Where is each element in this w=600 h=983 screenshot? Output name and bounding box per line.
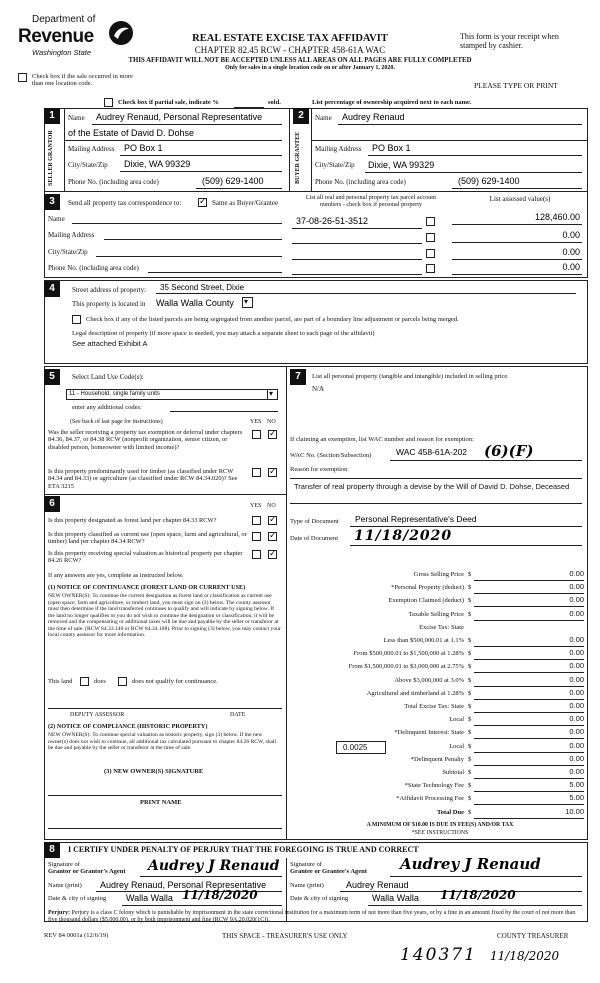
- s6-q2-yes[interactable]: [252, 532, 261, 541]
- tax-row-label: *Personal Property (deduct): [391, 584, 464, 592]
- print-name-label: PRINT NAME: [140, 799, 182, 806]
- grantee-name-label: Name (print): [290, 882, 324, 889]
- tax-row-line: [474, 606, 584, 607]
- parcel-3-personal-checkbox[interactable]: [426, 249, 435, 258]
- s6-q2: Is this property classified as current use (open space, farm and agricultural, or timber) land per chapter 84.34 RCW?: [48, 531, 247, 546]
- doc-date-handwritten[interactable]: 11/18/2020: [354, 528, 453, 544]
- receipt-date-handwritten: 11/18/2020: [490, 949, 560, 963]
- doc-type[interactable]: Personal Representative's Deed: [355, 514, 477, 524]
- buyer-mailing[interactable]: PO Box 1: [372, 143, 411, 153]
- exemption-reason[interactable]: Transfer of real property through a devise by the Will of David D. Dohse, Deceased: [294, 482, 570, 491]
- s5-q1: Was the seller receiving a property tax exemption or deferral under chapters 84.36, 84.37, or 84.38 RCW (nonprofit organization, senior citizen, or disabled person, homeowner with limited income)?: [48, 429, 243, 451]
- seller-mailing-label: Mailing Address: [68, 145, 115, 153]
- grantor-date-city-label: Date & city of signing: [48, 895, 107, 902]
- s3-city-label: City/State/Zip: [48, 248, 88, 256]
- tax-row-line: [474, 672, 584, 673]
- form-subtitle: CHAPTER 82.45 RCW - CHAPTER 458-61A WAC: [194, 45, 386, 55]
- tax-row-label: *Delinquent Interest: State: [394, 729, 464, 737]
- tax-row-line: [474, 593, 584, 594]
- chevron-down-icon: ▾: [269, 389, 274, 398]
- dollar-sign: $: [468, 769, 472, 776]
- deputy-assessor-label: DEPUTY ASSESSOR: [70, 712, 125, 718]
- seller-name-2[interactable]: of the Estate of David D. Dohse: [68, 128, 195, 138]
- dollar-sign: $: [468, 597, 472, 605]
- county-dropdown-button[interactable]: [242, 297, 253, 308]
- dept-of-label: Department of: [32, 14, 96, 25]
- land-use-dropdown-button[interactable]: [267, 389, 278, 400]
- s5-yes-header: YES: [250, 419, 262, 425]
- dollar-sign: $: [468, 716, 472, 724]
- tax-row-label: Total Excise Tax: State: [404, 703, 464, 710]
- s6-yes-header: YES: [250, 503, 262, 509]
- tax-row-label: *Delinquent Penalty: [410, 755, 464, 763]
- seller-city[interactable]: Dixie, WA 99329: [124, 159, 191, 169]
- section-2-number: 2: [293, 108, 309, 124]
- dollar-sign: $: [468, 676, 472, 684]
- revenue-wordmark: Revenue: [18, 26, 94, 47]
- assessed-2[interactable]: 0.00: [562, 230, 580, 240]
- assessed-3[interactable]: 0.00: [562, 247, 580, 257]
- tax-row-label: *Affidavit Processing Fee: [396, 795, 464, 803]
- segregated-label: Check box if any of the listed parcels are being segregated from another parcel, are part of a boundary line adjustment or parcels being merged.: [86, 316, 459, 323]
- buyer-name-label: Name: [315, 114, 332, 122]
- tax-row-line: [474, 659, 584, 660]
- grantee-name-print[interactable]: Audrey Renaud: [346, 880, 409, 890]
- tax-row-value[interactable]: 0.00: [569, 687, 584, 697]
- buyer-side-label: BUYER GRANTEE: [295, 131, 301, 185]
- receipt-number-handwritten: 140371: [400, 945, 477, 965]
- multi-location-label: Check box if the sale occurred in more than one location code.: [32, 73, 133, 88]
- tax-row-label: Local: [449, 742, 464, 750]
- tax-row-line: [474, 791, 584, 792]
- send-correspondence-label: Send all property tax correspondence to:: [68, 199, 182, 207]
- tax-row-value[interactable]: 0.00: [569, 648, 584, 658]
- s5-q1-no[interactable]: [268, 430, 277, 439]
- section-1-number: 1: [44, 108, 60, 124]
- form-title: REAL ESTATE EXCISE TAX AFFIDAVIT: [192, 33, 388, 44]
- tax-row-value[interactable]: 0.00: [569, 767, 584, 776]
- buyer-city-label: City/State/Zip: [315, 161, 355, 169]
- buyer-phone[interactable]: (509) 629-1400: [458, 176, 520, 186]
- tax-row-value[interactable]: 0.00: [569, 661, 584, 671]
- notice2-body: NEW OWNER(S): To continue special valuation as historic property, sign (3) below. If the new owner(s) does not wish to continue, all additional tax calculated pursuant to chapter 84.26 RCW, shall be due and payable by the seller or transferor at the time of sale.: [48, 732, 277, 752]
- buyer-mailing-label: Mailing Address: [315, 145, 362, 153]
- tax-row-value[interactable]: 10.00: [565, 806, 584, 816]
- s3-name-label: Name: [48, 215, 65, 223]
- section-7-number: 7: [290, 369, 306, 385]
- chevron-down-icon: ▾: [244, 297, 249, 306]
- does-label: does: [94, 678, 106, 685]
- see-instructions: *SEE INSTRUCTIONS: [411, 830, 469, 836]
- dollar-sign: $: [468, 689, 472, 697]
- parcel-4-personal-checkbox[interactable]: [426, 264, 435, 273]
- grantor-city[interactable]: Walla Walla: [126, 893, 173, 903]
- dollar-sign: $: [468, 650, 472, 658]
- grantor-date[interactable]: 11/18/2020: [182, 888, 258, 902]
- tax-row-value[interactable]: 0.00: [569, 727, 584, 737]
- s5-q2: Is this property predominantly used for timber (as classified under RCW 84.34 and 84.33) or agriculture (as classified under RCW 84.34.020)? See ETA 3215: [48, 468, 238, 490]
- tax-row-value[interactable]: 0.00: [569, 701, 584, 710]
- tax-row-label: Exemption Claimed (deduct): [388, 597, 464, 605]
- dollar-sign: $: [468, 663, 472, 671]
- street-address[interactable]: 35 Second Street, Dixie: [160, 283, 245, 292]
- legal-label: Legal description of property (if more space is needed, you may attach a separate sheet to each page of the affidavit): [72, 330, 375, 337]
- grantor-sig-label-2: Grantor or Grantor's Agent: [48, 868, 126, 875]
- s6-q1: Is this property designated as forest land per chapter 84.33 RCW?: [48, 517, 217, 524]
- grantor-sig-label-1: Signature of: [48, 861, 80, 868]
- assessed-4[interactable]: 0.00: [562, 262, 580, 272]
- segregated-checkbox[interactable]: [72, 315, 81, 324]
- located-label: This property is located in: [72, 300, 146, 308]
- rev-number: REV 84 0001a (12/6/19): [44, 932, 109, 939]
- dollar-sign: $: [468, 755, 472, 763]
- tax-row-line: [474, 620, 584, 621]
- notice2-title: (2) NOTICE OF COMPLIANCE (HISTORIC PROPERTY): [48, 723, 208, 730]
- notice1-title: (1) NOTICE OF CONTINUANCE (FOREST LAND OR CURRENT USE): [48, 584, 246, 591]
- deputy-date-label: DATE: [230, 712, 246, 718]
- tax-row-label: Excise Tax: State: [419, 623, 464, 631]
- tax-row-value[interactable]: 0.00: [569, 569, 584, 578]
- section-5-number: 5: [44, 369, 60, 385]
- tax-row-line: [474, 778, 584, 779]
- tax-row-value[interactable]: 5.00: [569, 793, 584, 803]
- s6-no-header: NO: [267, 503, 276, 509]
- seller-mailing[interactable]: PO Box 1: [124, 143, 163, 153]
- seller-side-label: SELLER GRANTOR: [48, 130, 54, 186]
- does-checkbox[interactable]: [80, 677, 89, 686]
- same-as-buyer-label: Same as Buyer/Grantee: [212, 199, 279, 207]
- reason-label: Reason for exemption: [290, 466, 348, 473]
- tax-row-line: [474, 725, 584, 726]
- tax-row-label: Local: [449, 716, 464, 724]
- notice1-body: NEW OWNER(S): To continue the current designation as forest land or classification as current use (open space, farm and agriculture, or timber) land, you must sign on (3) below. The county assessor must then determine if the land transferred continues to qualify and will indicate by signing below. If the land no longer qualifies or you do not wish to continue the designation or classification, it will be removed and the compensating or additional taxes will be due and payable by the seller or transferor at the time of sale. (RCW 84.33.140 or RCW 84.34.108). Prior to signing (3) below, you may contact your local county assessor for more information.: [48, 593, 281, 639]
- tax-row-line: [474, 646, 584, 647]
- dollar-sign: $: [468, 703, 472, 710]
- see-back-label: (See back of last page for instructions): [70, 419, 163, 425]
- buyer-city[interactable]: Dixie, WA 99329: [368, 160, 435, 170]
- s5-q2-no[interactable]: [268, 468, 277, 477]
- seller-phone-label: Phone No. (including area code): [68, 178, 159, 186]
- treasurer-space-label: THIS SPACE - TREASURER'S USE ONLY: [222, 932, 348, 940]
- seller-phone[interactable]: (509) 629-1400: [202, 176, 264, 186]
- doc-date-label: Date of Document: [290, 535, 339, 542]
- assessed-1[interactable]: 128,460.00: [534, 212, 580, 222]
- if-yes-note: If any answers are yes, complete as instructed below.: [48, 572, 184, 579]
- s3-phone-label: Phone No. (including area code): [48, 264, 139, 272]
- new-owner-sig-label: (3) NEW OWNER(S) SIGNATURE: [104, 768, 204, 775]
- grantee-date[interactable]: 11/18/2020: [440, 888, 516, 902]
- tax-row-value[interactable]: 5.00: [569, 780, 584, 790]
- personal-property-value[interactable]: N/A: [312, 385, 325, 393]
- wac-number[interactable]: WAC 458-61A-202: [396, 447, 468, 457]
- tax-row-label: Taxable Selling Price: [408, 610, 464, 618]
- s6-q1-no[interactable]: [268, 516, 277, 525]
- doc-type-label: Type of Document: [290, 518, 339, 525]
- tax-row-value[interactable]: 0.00: [569, 714, 584, 724]
- section-4-number: 4: [44, 281, 60, 297]
- exemption-label: If claiming an exemption, list WAC number and reason for exemption:: [290, 436, 474, 443]
- tax-row-line: [474, 818, 584, 819]
- tax-row-line: [474, 699, 584, 700]
- dollar-sign: $: [468, 795, 472, 803]
- tax-row-value[interactable]: 0.00: [569, 753, 584, 763]
- tax-row-label: Gross Selling Price: [413, 571, 464, 578]
- dollar-sign: $: [468, 808, 472, 816]
- s6-q3: Is this property receiving special valuation as historical property per chapter 84.26 RCW?: [48, 550, 243, 565]
- section-6-number: 6: [44, 496, 60, 512]
- tax-row-line: [474, 804, 584, 805]
- dollar-sign: $: [468, 571, 472, 578]
- tax-row-line: [474, 580, 584, 581]
- multi-location-checkbox[interactable]: [18, 73, 27, 82]
- tax-row-value[interactable]: 0.00: [569, 595, 584, 605]
- partial-sale-checkbox[interactable]: [104, 98, 113, 107]
- tax-row-value[interactable]: 0.00: [569, 635, 584, 644]
- dollar-sign: $: [468, 610, 472, 618]
- local-rate: 0.0025: [343, 743, 368, 752]
- tax-row-value[interactable]: 0.00: [569, 608, 584, 618]
- land-use-label: Select Land Use Code(s):: [72, 373, 144, 381]
- print-note: PLEASE TYPE OR PRINT: [474, 81, 558, 90]
- grantor-name-print[interactable]: Audrey Renaud, Personal Representative: [100, 880, 267, 890]
- perjury-note: [48, 910, 584, 924]
- ownership-note: List percentage of ownership acquired next to each name.: [312, 99, 472, 106]
- s6-q3-no[interactable]: [268, 550, 277, 559]
- legal-description[interactable]: See attached Exhibit A: [72, 339, 148, 348]
- tax-row-label: From $1,500,000.01 to $3,000,000 at 2.75%: [348, 663, 464, 671]
- tax-row-label: Total Due: [436, 808, 464, 816]
- tax-row-value[interactable]: 0.00: [569, 582, 584, 592]
- grantor-signature[interactable]: Audrey J Renaud: [148, 858, 280, 874]
- tax-row-value[interactable]: 0.00: [569, 740, 584, 750]
- parcel-1-personal-checkbox[interactable]: [426, 217, 435, 226]
- seller-name-1[interactable]: Audrey Renaud, Personal Representative: [96, 112, 263, 122]
- tax-row-line: [474, 712, 584, 713]
- street-label: Street address of property:: [72, 286, 147, 294]
- same-as-buyer-checkbox[interactable]: [198, 198, 207, 207]
- grantee-date-city-label: Date & city of signing: [290, 895, 349, 902]
- section-3-number: 3: [44, 194, 60, 210]
- does-not-checkbox[interactable]: [118, 677, 127, 686]
- dollar-sign: $: [468, 637, 472, 644]
- seller-city-label: City/State/Zip: [68, 161, 108, 169]
- seller-name-label: Name: [68, 114, 85, 122]
- section-8-number: 8: [44, 842, 60, 858]
- parcel-2-personal-checkbox[interactable]: [426, 233, 435, 242]
- tax-row-line: [474, 752, 584, 753]
- s3-mailing-label: Mailing Address: [48, 231, 95, 239]
- additional-codes-label: enter any additional codes:: [72, 404, 142, 411]
- sold-label: sold.: [268, 99, 281, 106]
- revenue-logo-icon: [108, 20, 134, 46]
- grantor-name-label: Name (print): [48, 882, 82, 889]
- local-rate-box[interactable]: [336, 741, 386, 754]
- s5-q2-yes[interactable]: [252, 468, 261, 477]
- buyer-name[interactable]: Audrey Renaud: [342, 112, 405, 122]
- s5-q1-yes[interactable]: [252, 430, 261, 439]
- grantee-sig-label-2: Grantee or Grantee's Agent: [290, 868, 367, 875]
- tax-row-value[interactable]: 0.00: [569, 674, 584, 684]
- tax-row-line: [474, 738, 584, 739]
- tax-row-line: [474, 686, 584, 687]
- perjury-label: Perjury:: [48, 910, 70, 916]
- perjury-text: Perjury is a class C felony which is punishable by imprisonment in the state correctional institution for a maximum term of not more than five years, or by a fine in an amount fixed by the court of not more than five thousand dollars ($5,000.00), or by both imprisonment and fine (RCW 9A.20.020(1C)).: [48, 910, 576, 924]
- does-not-label: does not qualify for continuance.: [132, 678, 218, 685]
- county-select[interactable]: Walla Walla County: [156, 298, 234, 308]
- dollar-sign: $: [468, 584, 472, 592]
- grantee-city[interactable]: Walla Walla: [372, 893, 419, 903]
- parcel-1[interactable]: 37-08-26-51-3512: [296, 216, 369, 226]
- assessed-header: List assessed value(s): [489, 195, 551, 203]
- tax-row-label: Above $3,000,000 at 3.0%: [394, 676, 464, 684]
- partial-sale-label: Check box if partial sale, indicate %: [118, 99, 219, 106]
- buyer-phone-label: Phone No. (including area code): [315, 178, 406, 186]
- dollar-sign: $: [468, 742, 472, 750]
- sales-note: Only for sales in a single location code on or after January 1, 2020.: [225, 65, 395, 71]
- warning-text: THIS AFFIDAVIT WILL NOT BE ACCEPTED UNLESS ALL AREAS ON ALL PAGES ARE FULLY COMPLETED: [128, 57, 472, 64]
- dollar-sign: $: [468, 782, 472, 790]
- grantee-sig-label-1: Signature of: [290, 861, 322, 868]
- s5-no-header: NO: [267, 419, 276, 425]
- grantee-signature[interactable]: Audrey J Renaud: [400, 855, 541, 873]
- washington-state-label: Washington State: [32, 48, 92, 57]
- land-use-select[interactable]: [66, 389, 278, 400]
- s6-q3-yes[interactable]: [252, 550, 261, 559]
- wac-subsection-handwritten[interactable]: (6)(F): [484, 442, 534, 460]
- tax-row-line: [474, 765, 584, 766]
- county-treasurer-label: COUNTY TREASURER: [497, 932, 569, 940]
- dollar-sign: $: [468, 729, 472, 737]
- tax-row-label: From $500,000.01 to $1,500,000 at 1.28%: [353, 650, 464, 658]
- wac-label: WAC No. (Section/Subsection): [290, 452, 372, 459]
- tax-row-label: Subtotal: [442, 769, 464, 776]
- parcel-header: List all real and personal property tax parcel account numbers - check box if personal property: [305, 194, 437, 209]
- certify-statement: I CERTIFY UNDER PENALTY OF PERJURY THAT THE FOREGOING IS TRUE AND CORRECT: [68, 845, 419, 854]
- tax-row-label: *State Technology Fee: [404, 782, 464, 790]
- tax-row-label: Agricultural and timberland at 1.28%: [366, 689, 464, 697]
- tax-row-label: Less than $500,000.01 at 1.1%: [383, 637, 464, 644]
- this-land-label: This land: [48, 678, 73, 685]
- minimum-note: A MINIMUM OF $10.00 IS DUE IN FEE(S) AND/OR TAX: [366, 822, 514, 828]
- s6-q2-no[interactable]: [268, 532, 277, 541]
- receipt-note: This form is your receipt when stamped by cashier.: [460, 32, 559, 51]
- personal-property-label: List all personal property (tangible and intangible) included in selling price.: [312, 373, 509, 380]
- land-use-value: 11 - Household, single family units: [69, 391, 160, 397]
- s6-q1-yes[interactable]: [252, 516, 261, 525]
- dor-logo: [18, 10, 133, 62]
